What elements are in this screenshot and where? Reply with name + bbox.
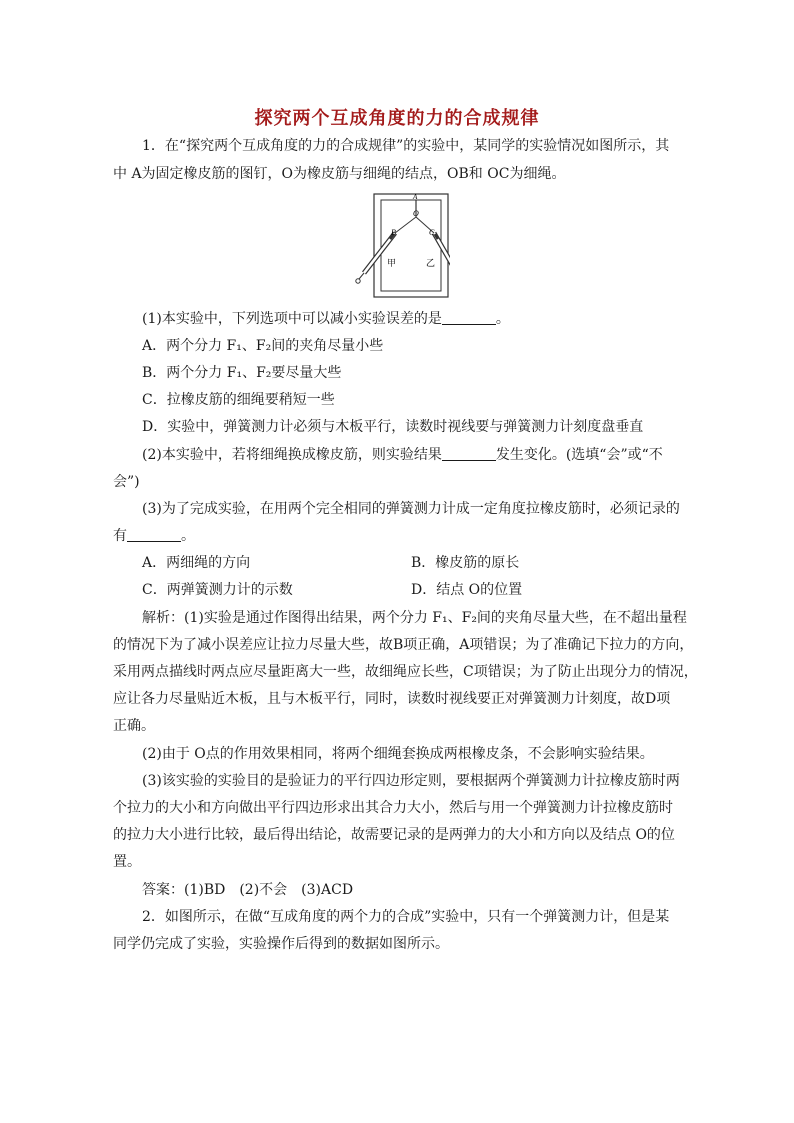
q1-stem-line1: 1．在“探究两个互成角度的力的合成规律”的实验中，某同学的实验情况如图所示，其 xyxy=(142,138,670,154)
q1-part2-line2: 会”) xyxy=(113,474,140,490)
label-a: A xyxy=(413,193,418,201)
q1-part1: (1)本实验中，下列选项中可以减小实验误差的是 。 xyxy=(142,311,510,327)
label-b: B xyxy=(391,228,396,237)
string-ob xyxy=(395,217,416,233)
q1-stem-line2: 中 A为固定橡皮筋的图钉，O为橡皮筋与细绳的结点，OB和 OC为细绳。 xyxy=(113,166,566,182)
analysis-line-8: 个拉力的大小和方向做出平行四边形求出其合力大小，然后与用一个弹簧测力计拉橡皮筋时 xyxy=(113,800,673,816)
analysis-line-2: 的情况下为了减小误差应让拉力尽量大些，故B项正确，A项错误；为了准确记下拉力的方向， xyxy=(113,637,694,653)
q1-option-a: A．两个分力 F₁、F₂间的夹角尽量小些 xyxy=(142,338,384,354)
analysis-line-6: (2)由于 O点的作用效果相同，将两个细绳套换成两根橡皮条，不会影响实验结果。 xyxy=(142,746,654,762)
q2-stem-line1: 2．如图所示，在做“互成角度的两个力的合成”实验中，只有一个弹簧测力计，但是某 xyxy=(142,909,670,925)
analysis-line-1: 解析：(1)实验是通过作图得出结果，两个分力 F₁、F₂间的夹角尽量大些，在不超出量程 xyxy=(142,610,687,626)
label-yi: 乙 xyxy=(426,259,436,269)
q1-part3-line1: (3)为了完成实验，在用两个完全相同的弹簧测力计成一定角度拉橡皮筋时，必须记录的 xyxy=(142,501,680,517)
answer-line: 答案：(1)BD (2)不会 (3)ACD xyxy=(142,882,354,898)
analysis-line-10: 置。 xyxy=(113,854,141,870)
experiment-figure xyxy=(350,193,450,299)
label-c: C xyxy=(429,228,435,237)
q1-part3-option-c: C．两弹簧测力计的示数 xyxy=(142,582,293,598)
q1-part3-option-d: D．结点 O的位置 xyxy=(411,582,523,598)
q1-part2-line1: (2)本实验中，若将细绳换成橡皮筋，则实验结果 发生变化。(选填“会”或“不 xyxy=(142,447,663,463)
q1-option-b: B．两个分力 F₁、F₂要尽量大些 xyxy=(142,365,342,381)
analysis-line-3: 采用两点描线时两点应尽量距离大一些，故细绳应长些，C项错误；为了防止出现分力的情况， xyxy=(113,664,698,680)
answer-blank-3 xyxy=(127,527,181,542)
answer-blank-1 xyxy=(442,310,496,325)
page-title: 探究两个互成角度的力的合成规律 xyxy=(254,108,540,129)
analysis-line-4: 应让各力尽量贴近木板，且与木板平行，同时，读数时视线要正对弹簧测力计刻度，故D项 xyxy=(113,691,671,707)
q1-part3-option-b: B．橡皮筋的原长 xyxy=(411,555,520,571)
q1-option-c: C．拉橡皮筋的细绳要稍短一些 xyxy=(142,392,335,408)
analysis-line-5: 正确。 xyxy=(113,718,155,734)
label-o: O xyxy=(413,209,419,218)
q1-part3-line2: 有 。 xyxy=(113,528,195,544)
analysis-line-9: 的拉力大小进行比较，最后得出结论，故需要记录的是两弹力的大小和方向以及结点 O的位 xyxy=(113,827,675,843)
q1-part3-option-a: A．两细绳的方向 xyxy=(142,555,251,571)
q1-option-d: D．实验中，弹簧测力计必须与木板平行，读数时视线要与弹簧测力计刻度盘垂直 xyxy=(142,419,644,435)
paper-inner xyxy=(381,200,441,291)
answer-blank-2 xyxy=(442,446,496,461)
q2-stem-line2: 同学仍完成了实验，实验操作后得到的数据如图所示。 xyxy=(113,936,449,952)
analysis-line-7: (3)该实验的实验目的是验证力的平行四边形定则，要根据两个弹簧测力计拉橡皮筋时两 xyxy=(142,773,680,789)
label-jia: 甲 xyxy=(387,259,397,269)
